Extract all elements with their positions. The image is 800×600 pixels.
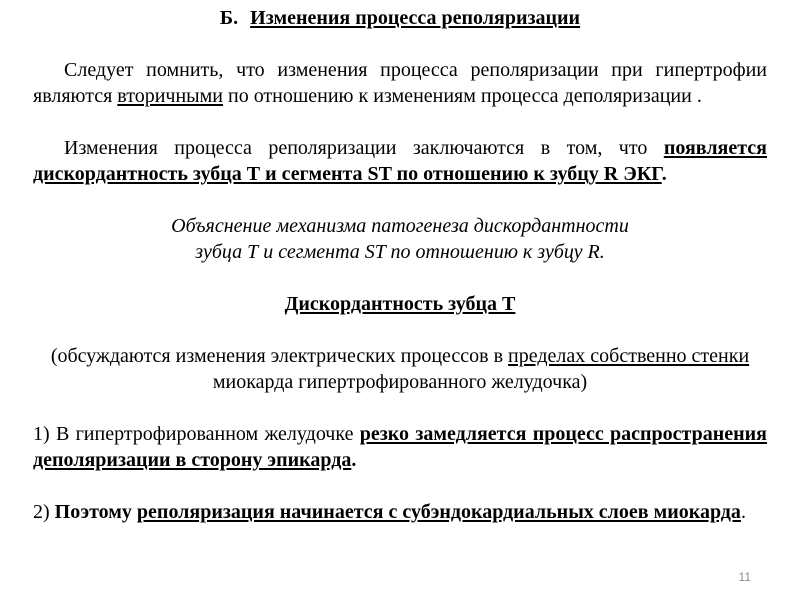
discussion-note: (обсуждаются изменения электрических процессов в пределах собственно стенки миокарда гипертрофированного желудочка) bbox=[50, 345, 750, 393]
title-text: Изменения процесса реполяризации bbox=[250, 7, 581, 29]
slide-content bbox=[33, 5, 767, 525]
emphasis-wall: пределах собственно стенки bbox=[508, 345, 750, 367]
page-number: 11 bbox=[738, 570, 751, 584]
explanation-heading bbox=[33, 213, 767, 265]
slide-title bbox=[33, 5, 767, 31]
point-2-number: 2) bbox=[33, 501, 50, 523]
explanation-line-1: Объяснение механизма патогенеза дискордантности bbox=[171, 215, 629, 237]
point-1-number: 1) bbox=[33, 423, 50, 445]
emphasis-slowing: резко замедляется процесс распространения деполяризации в сторону эпикарда bbox=[33, 423, 768, 471]
emphasis-discordance: появляется дискордантность зубца Т и сегмента ST по отношению к зубцу R ЭКГ bbox=[33, 137, 767, 185]
explanation-line-2: зубца Т и сегмента ST по отношению к зубцу R. bbox=[195, 241, 605, 263]
subheading: Дискордантность зубца Т bbox=[284, 293, 516, 315]
paragraph-secondary-changes: Следует помнить, что изменения процесса реполяризации при гипертрофии являются вторичными по отношению к изменениям процесса деполяризации . bbox=[33, 59, 767, 107]
point-2: 2) Поэтому реполяризация начинается с субэндокардиальных слоев миокарда. bbox=[33, 501, 746, 523]
emphasis-secondary: вторичными bbox=[117, 85, 223, 107]
point-1: 1) В гипертрофированном желудочке резко замедляется процесс распространения деполяризации в сторону эпикарда. bbox=[33, 423, 768, 471]
paragraph-discordance: Изменения процесса реполяризации заключаются в том, что появляется дискордантность зубца Т и сегмента ST по отношению к зубцу R ЭКГ. bbox=[33, 137, 767, 185]
title-letter: Б. bbox=[219, 7, 239, 29]
emphasis-repolarization: реполяризация начинается с субэндокардиальных слоев миокарда bbox=[136, 501, 741, 523]
